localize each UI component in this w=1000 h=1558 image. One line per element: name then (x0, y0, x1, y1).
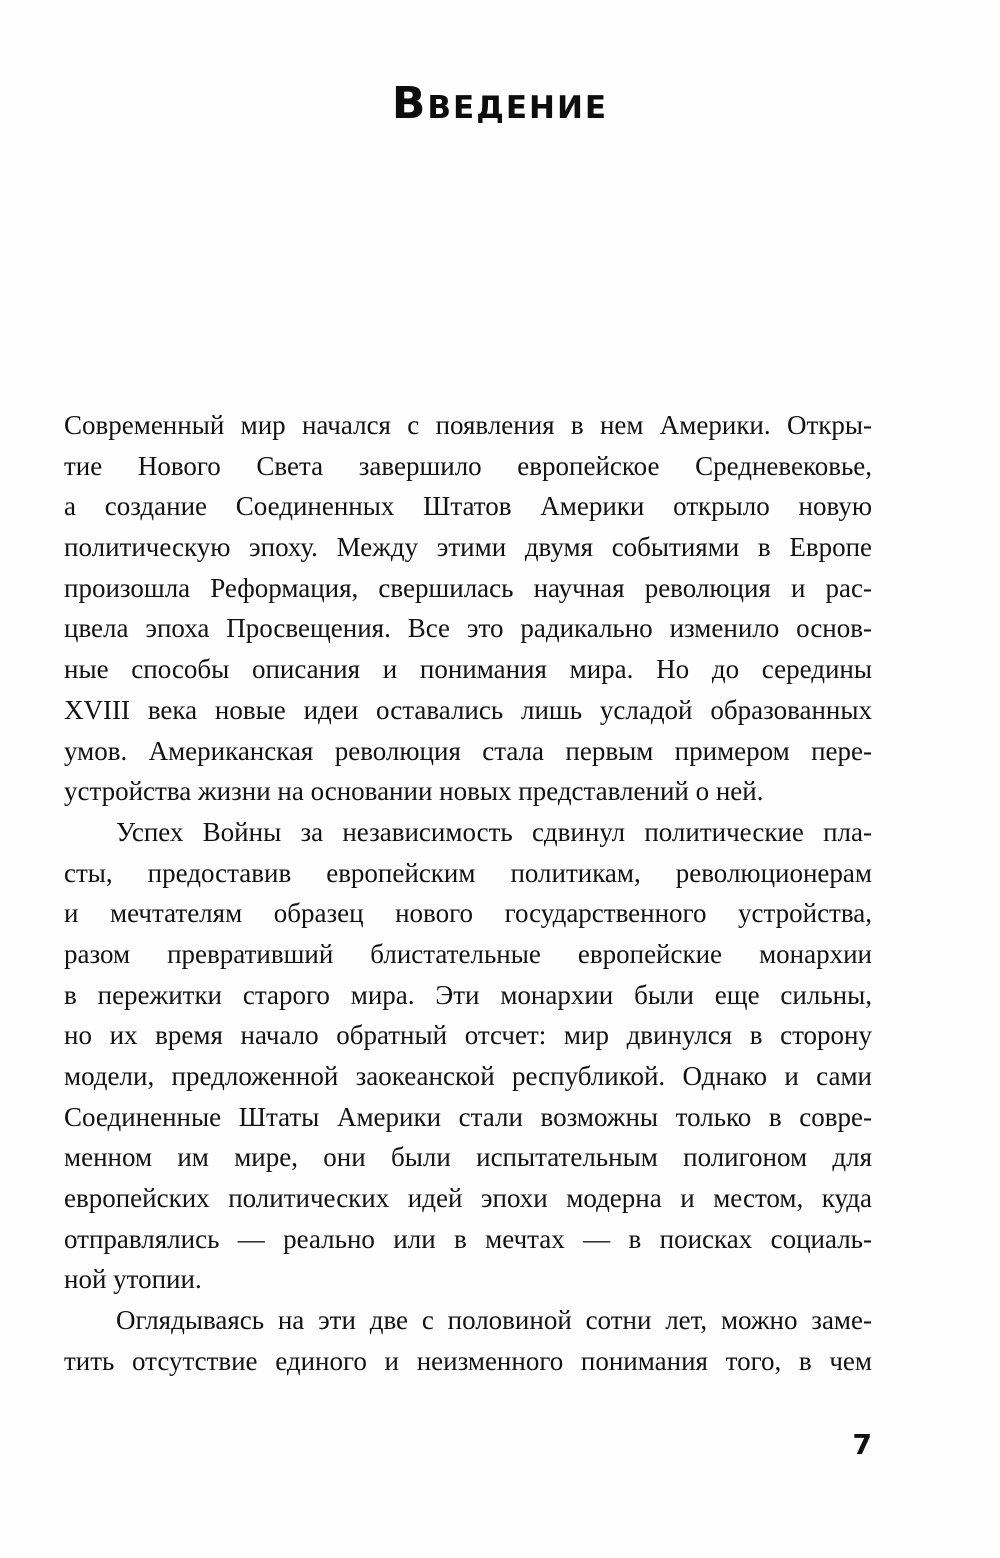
text-line: ные способы описания и понимания мира. Но до середины (64, 654, 872, 685)
page-number: 7 (852, 1428, 872, 1461)
text-line: умов. Американская революция стала первым примером пере- (64, 735, 872, 766)
text-line: устройства жизни на основании новых представлений о ней. (64, 776, 764, 807)
text-line: Успех Войны за независимость сдвинул политические пла- (116, 816, 872, 847)
text-line: Соединенные Штаты Америки стали возможны только в совре- (64, 1101, 872, 1132)
text-line: сты, предоставив европейским политикам, революционерам (64, 857, 872, 888)
text-line: разом превративший блистательные европейские монархии (64, 938, 872, 969)
text-line: а создание Соединенных Штатов Америки открыло новую (64, 491, 872, 522)
text-line: и мечтателям образец нового государственного устройства, (64, 898, 872, 929)
text-line: тие Нового Света завершило европейское Средневековье, (64, 450, 872, 481)
text-line: Современный мир начался с появления в нем Америки. Откры- (64, 410, 872, 440)
text-line: европейских политических идей эпохи модерна и местом, куда (64, 1183, 872, 1214)
text-line: произошла Реформация, свершилась научная революция и рас- (64, 572, 872, 603)
text-line: но их время начало обратный отсчет: мир двинулся в сторону (64, 1020, 872, 1051)
body-text (64, 405, 872, 1382)
paragraph-2 (64, 812, 872, 1300)
text-line: в пережитки старого мира. Эти монархии были еще сильны, (64, 979, 872, 1010)
text-line: модели, предложенной заокеанской республикой. Однако и сами (64, 1061, 872, 1091)
text-line: тить отсутствие единого и неизменного понимания того, в чем (64, 1345, 872, 1376)
paragraph-3 (64, 1300, 872, 1381)
paragraph-1 (64, 405, 872, 812)
text-line: отправлялись — реально или в мечтах — в поисках социаль- (64, 1223, 872, 1254)
text-line: цвела эпоха Просвещения. Все это радикально изменило основ- (64, 613, 872, 644)
text-line: ной утопии. (64, 1264, 202, 1295)
text-line: XVIII века новые идеи оставались лишь усладой образованных (64, 694, 872, 725)
chapter-title: Введение (391, 78, 609, 129)
text-line: Оглядываясь на эти две с половиной сотни лет, можно заме- (116, 1305, 872, 1336)
text-line: политическую эпоху. Между этими двумя событиями в Европе (64, 532, 872, 563)
text-line: менном им мире, они были испытательным полигоном для (64, 1142, 872, 1173)
